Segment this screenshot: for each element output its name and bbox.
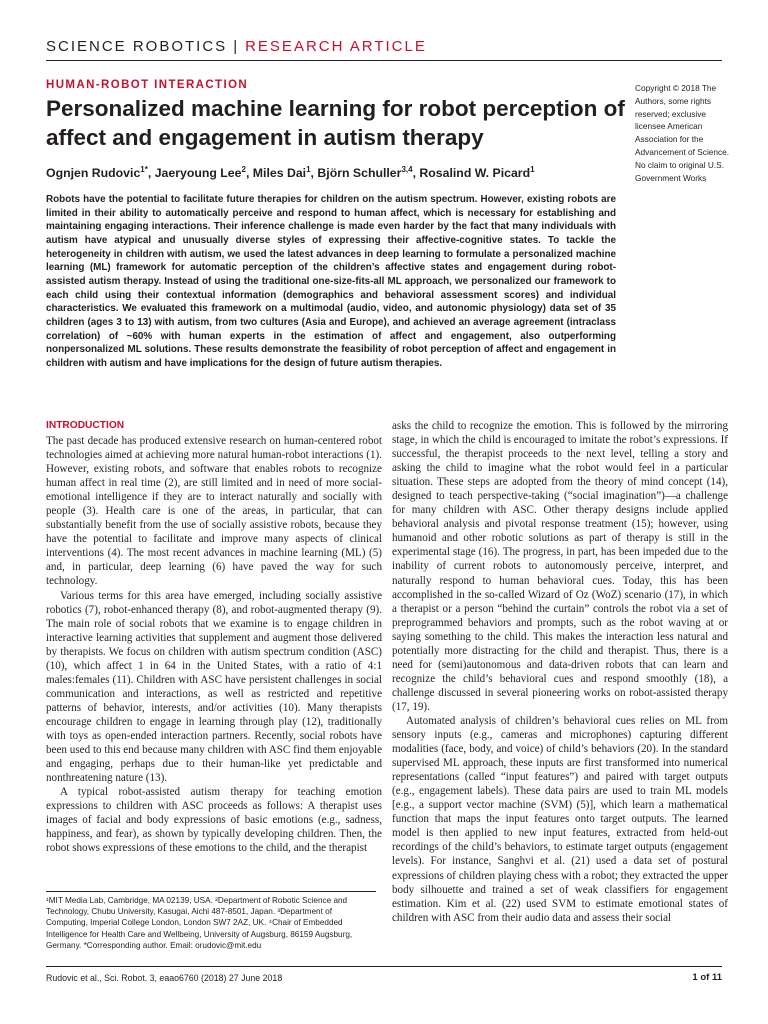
body-paragraph: A typical robot-assisted autism therapy for teaching emotion expressions to children with ASC proceeds as follows: A therapist uses images of facial and body expressions of basic emotions (e.g., sadness, happiness, and fear), as shown by typically developing children. Then, the robot shows expressions of these emotions to the child, and the therapist xyxy=(46,786,382,855)
body-paragraph: The past decade has produced extensive research on human-centered robot technologies aimed at achieving more natural human-robot interactions (1). However, existing robots, and software that enables robots to recognize human affect in real time (2), are still limited and in need of more social-emotional intelligence if they are to interact naturally and socially with people (3). Health care is one of the areas, in particular, that can substantially benefit from the use of socially assistive robots, because they have the potential to facilitate and improve many aspects of clinical interventions (4). The most recent advances in machine learning (ML) (5) and, in particular, deep learning (6) have paved the way for such technology. xyxy=(46,435,382,588)
journal-header xyxy=(46,38,427,55)
page-number: 1 of 11 xyxy=(692,972,722,983)
body-column-left xyxy=(46,419,382,855)
author-name: Miles Dai xyxy=(252,166,307,181)
body-paragraph: asks the child to recognize the emotion. This is followed by the mirroring stage, in which the child is encouraged to imitate the robot’s expressions. If successful, the therapist proceeds to the next level, telling a story and asking the child to imagine what the robot would feel in a particular situation. These steps are adopted from the theory of mind concept (14), designed to teach perspective-taking (“social imagination”)—a challenge for many children with ASC. Other therapy designs include applied behavioral analysis and pivotal response treatment (15); however, using humanoid and other robotic solutions as part of therapy is still in the experimental stage (16). The progress, in part, has been impeded due to the inability of current robots to autonomously perceive, interpret, and naturally respond to human behavioral cues. Today, this has been accomplished in the so-called Wizard of Oz (WoZ) scenario (17), in which a therapist or a person “behind the curtain” controls the robot via a set of preprogrammed behaviors and prompts, such as the robot waving at or saying something to the child. This makes the interaction less natural and potentially more distracting for the child and therapist. Thus, there is a need for (semi)autonomous and data-driven robots that can learn and recognize the child’s behavioral cues and respond smoothly (18), a challenge discussed in several pioneering works on robot-assisted therapy (17, 19). xyxy=(392,420,728,713)
body-paragraph: Various terms for this area have emerged, including socially assistive robotics (7), robot-enhanced therapy (8), and robot-augmented therapy (9). The main role of social robots that we examine is to engage children in interactive learning activities that supplement and augment those delivered by therapists. We focus on children with autism spectrum condition (ASC) (10), which affect 1 in 64 in the United States, with a ratio of 4:1 males:females (11). Children with ASC have persistent challenges in social communication and interactions, as well as restricted and repetitive patterns of behavior, interests, and/or activities (10). Many therapists encourage children to engage in learning through play (12), traditionally with toys as open-ended interaction partners. Recently, social robots have been used to this end because many children with ASC find them enjoyable and engaging, perhaps due to their human-like yet predictable and nonthreatening nature (13). xyxy=(46,589,382,785)
body-column-right xyxy=(392,419,728,925)
author-name: Rosalind W. Picard xyxy=(419,166,531,181)
affiliation-footnotes: ¹MIT Media Lab, Cambridge, MA 02139, USA. ²Department of Robotic Science and Technology, Chubu University, Kasugai, Aichi 487-8501, Japan. ³Department of Computing, Imperial College London, London SW7 2AZ, UK. ⁴Chair of Embedded Intelligence for Health Care and Wellbeing, University of Augsburg, 86159 Augsburg, Germany. *Corresponding author. Email: orudovic@mit.edu xyxy=(46,896,353,950)
section-heading: INTRODUCTION xyxy=(46,420,125,431)
author-name: Björn Schuller xyxy=(317,166,402,181)
author-name: Jaeryoung Lee xyxy=(154,166,242,181)
author-affiliation: 1 xyxy=(530,165,535,174)
section-label: HUMAN-ROBOT INTERACTION xyxy=(46,79,249,91)
abstract: Robots have the potential to facilitate future therapies for children on the autism spectrum. However, existing robots are limited in their ability to automatically perceive and respond to human affect, which is necessary for establishing and maintaining engaging interactions. Their inference challenge is made even harder by the fact that many individuals with autism have atypical and unusually diverse styles of expressing their affective-cognitive states. To tackle the heterogeneity in children with autism, we used the latest advances in deep learning to formulate a personalized machine learning (ML) framework for automatic perception of the children’s affective states and engagement during robot-assisted autism therapy. Instead of using the traditional one-size-fits-all ML approach, we personalized our framework to each child using their contextual information (demographics and behavioral assessment scores) and individual characteristics. We evaluated this framework on a multimodal (audio, video, and autonomic physiology) data set of 35 children (ages 3 to 13) with autism, from two cultures (Asia and Europe), and achieved an average agreement (intraclass correlation) of ~60% with human experts in the estimation of affect and engagement, also outperforming nonpersonalized ML solutions. These results demonstrate the feasibility of robot perception of affect and engagement in children with autism and have implications for the design of future autism therapies. xyxy=(46,194,616,369)
article-type: RESEARCH ARTICLE xyxy=(245,38,427,55)
header-separator: | xyxy=(233,38,240,55)
copyright-notice: Copyright © 2018 The Authors, some rights reserved; exclusive licensee American Association for the Advancement of Science. No claim to original U.S. Government Works xyxy=(635,83,730,183)
footer-divider xyxy=(46,966,722,967)
author-affiliation: 2 xyxy=(241,165,246,174)
author-affiliation: 3,4 xyxy=(401,165,413,174)
author-affiliation: 1* xyxy=(140,165,148,174)
author-affiliation: 1 xyxy=(306,165,311,174)
journal-name: SCIENCE ROBOTICS xyxy=(46,38,228,55)
author-list: Ognjen Rudovic$^{1*}$, Jaeryoung Lee$^2$, Miles Dai$^1$, Björn Schuller$^{3,4}$, Rosalind W. Picard$^1$ xyxy=(46,165,535,181)
footer-citation: Rudovic et al., Sci. Robot. 3, eaao6760 (2018) 27 June 2018 xyxy=(46,973,283,983)
body-paragraph: Automated analysis of children’s behavioral cues relies on ML from sensory inputs (e.g., cameras and microphones) capturing different modalities (face, body, and voice) of child’s behaviors (20). In the standard supervised ML approach, these inputs are first transformed into numerical representations (called “input features”) and paired with target outputs (e.g., engagement labels). These data pairs are used to train ML models [e.g., a support vector machine (SVM) (5)], which learn a mathematical function that maps the input features onto target outputs. The learned model is then applied to new input features, extracted from held-out recordings of the child’s behaviors, to estimate target outputs (engagement levels). For instance, Sanghvi et al. (21) used a data set of postural expressions of children playing chess with a robot; they extracted the upper body silhouette and trained a set of weak classifiers for engagement estimation. Kim et al. (22) used SVM to estimate emotional states of children with ASC from their audio data and assess their social xyxy=(392,714,728,924)
footnote-divider xyxy=(46,891,376,892)
author-name: Ognjen Rudovic xyxy=(46,166,141,181)
article-title: Personalized machine learning for robot perception of affect and engagement in autism therapy xyxy=(46,96,625,150)
header-divider xyxy=(46,60,722,61)
